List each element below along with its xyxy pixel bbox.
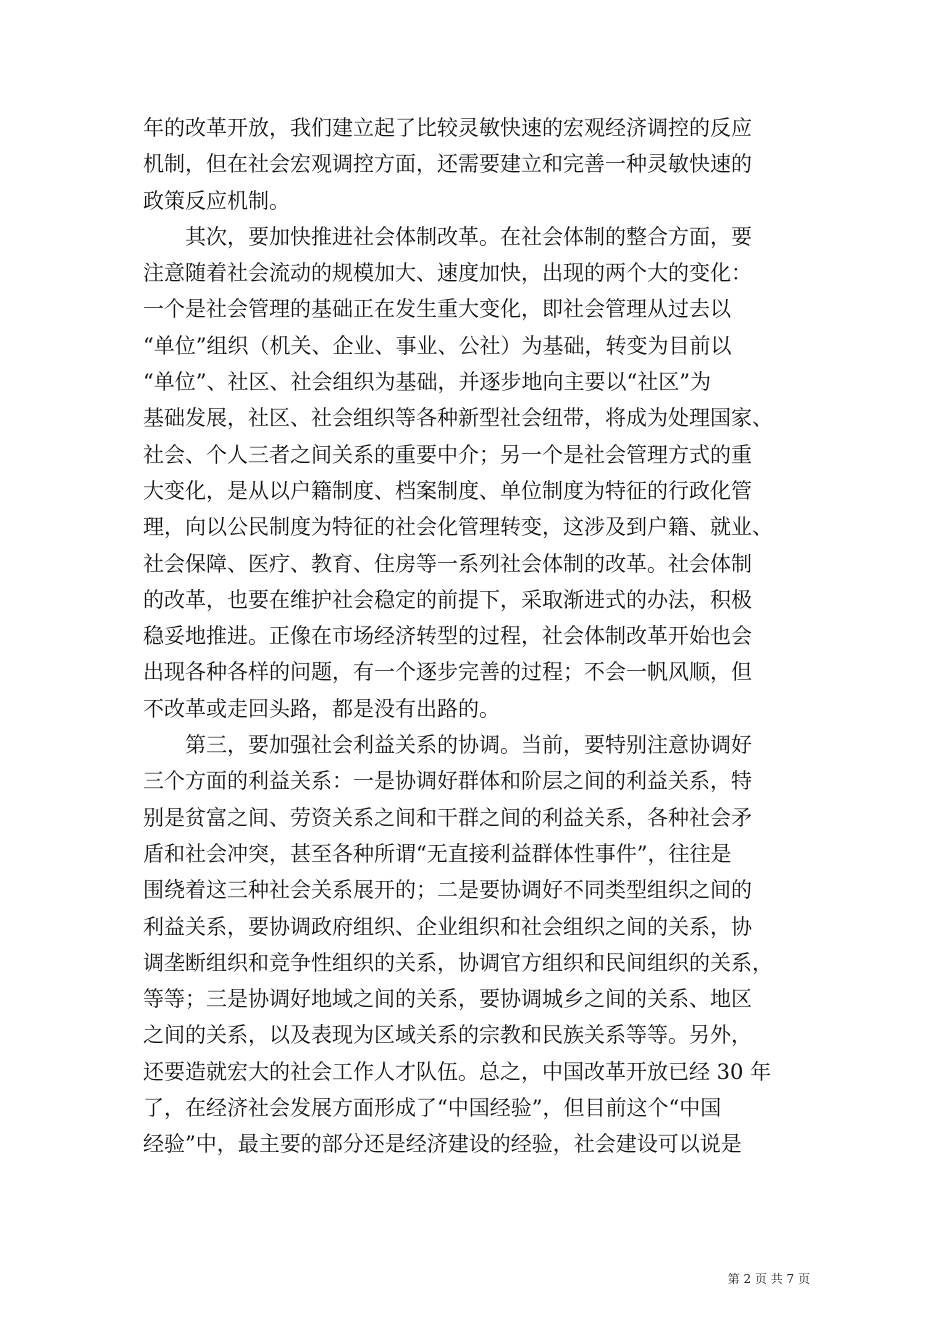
text-line: 年的改革开放，我们建立起了比较灵敏快速的宏观经济调控的反应 — [143, 116, 752, 140]
text-line: “单位”组织（机关、企业、事业、公社）为基础，转变为目前以 — [143, 333, 732, 358]
text-line: 其次，要加快推进社会体制改革。在社会体制的整合方面，要 — [143, 224, 752, 249]
text-line: 经验”中，最主要的部分还是经济建设的经验，社会建设可以说是 — [143, 1132, 742, 1157]
text-line: 第三，要加强社会利益关系的协调。当前，要特别注意协调好 — [143, 733, 752, 758]
text-line: “单位”、社区、社会组织为基础，并逐步地向主要以“社区”为 — [143, 370, 711, 395]
text-line: 社会、个人三者之间关系的重要中介；另一个是社会管理方式的重 — [143, 442, 752, 467]
text-line: 别是贫富之间、劳资关系之间和干群之间的利益关系，各种社会矛 — [143, 805, 752, 830]
text-line: 大变化，是从以户籍制度、档案制度、单位制度为特征的行政化管 — [143, 478, 752, 503]
text-line: 三个方面的利益关系：一是协调好群体和阶层之间的利益关系，特 — [143, 769, 752, 794]
text-line: 等等；三是协调好地域之间的关系，要协调城乡之间的关系、地区 — [143, 987, 752, 1012]
text-line: 机制，但在社会宏观调控方面，还需要建立和完善一种灵敏快速的 — [143, 152, 752, 177]
body-text — [143, 110, 808, 1163]
text-line: 政策反应机制。 — [143, 188, 290, 213]
text-line: 一个是社会管理的基础正在发生重大变化，即社会管理从过去以 — [143, 297, 731, 322]
page-number: 第 2 页 共 7 页 — [727, 1272, 810, 1286]
text-line: 注意随着社会流动的规模加大、速度加快，出现的两个大的变化： — [143, 261, 752, 286]
text-line: 出现各种各样的问题，有一个逐步完善的过程；不会一帆风顺，但 — [143, 660, 752, 685]
text-line: 理，向以公民制度为特征的社会化管理转变，这涉及到户籍、就业、 — [143, 515, 773, 540]
text-line: 不改革或走回头路，都是没有出路的。 — [143, 696, 500, 721]
text-line: 之间的关系，以及表现为区域关系的宗教和民族关系等等。另外， — [143, 1023, 752, 1048]
text-line: 还要造就宏大的社会工作人才队伍。总之，中国改革开放已经 30 年 — [143, 1059, 772, 1084]
text-line: 社会保障、医疗、教育、住房等一系列社会体制的改革。社会体制 — [143, 551, 752, 576]
text-line: 利益关系，要协调政府组织、企业组织和社会组织之间的关系，协 — [143, 914, 752, 939]
text-line: 盾和社会冲突，甚至各种所谓“无直接利益群体性事件”，往往是 — [143, 841, 732, 866]
text-line: 稳妥地推进。正像在市场经济转型的过程，社会体制改革开始也会 — [143, 624, 752, 649]
text-line: 的改革，也要在维护社会稳定的前提下，采取渐进式的办法，积极 — [143, 587, 752, 612]
text-line: 调垄断组织和竞争性组织的关系，协调官方组织和民间组织的关系， — [143, 950, 773, 975]
text-line: 了，在经济社会发展方面形成了“中国经验”，但目前这个“中国 — [143, 1096, 722, 1121]
text-line: 基础发展，社区、社会组织等各种新型社会纽带，将成为处理国家、 — [143, 406, 773, 431]
text-line: 围绕着这三种社会关系展开的；二是要协调好不同类型组织之间的 — [143, 878, 752, 903]
